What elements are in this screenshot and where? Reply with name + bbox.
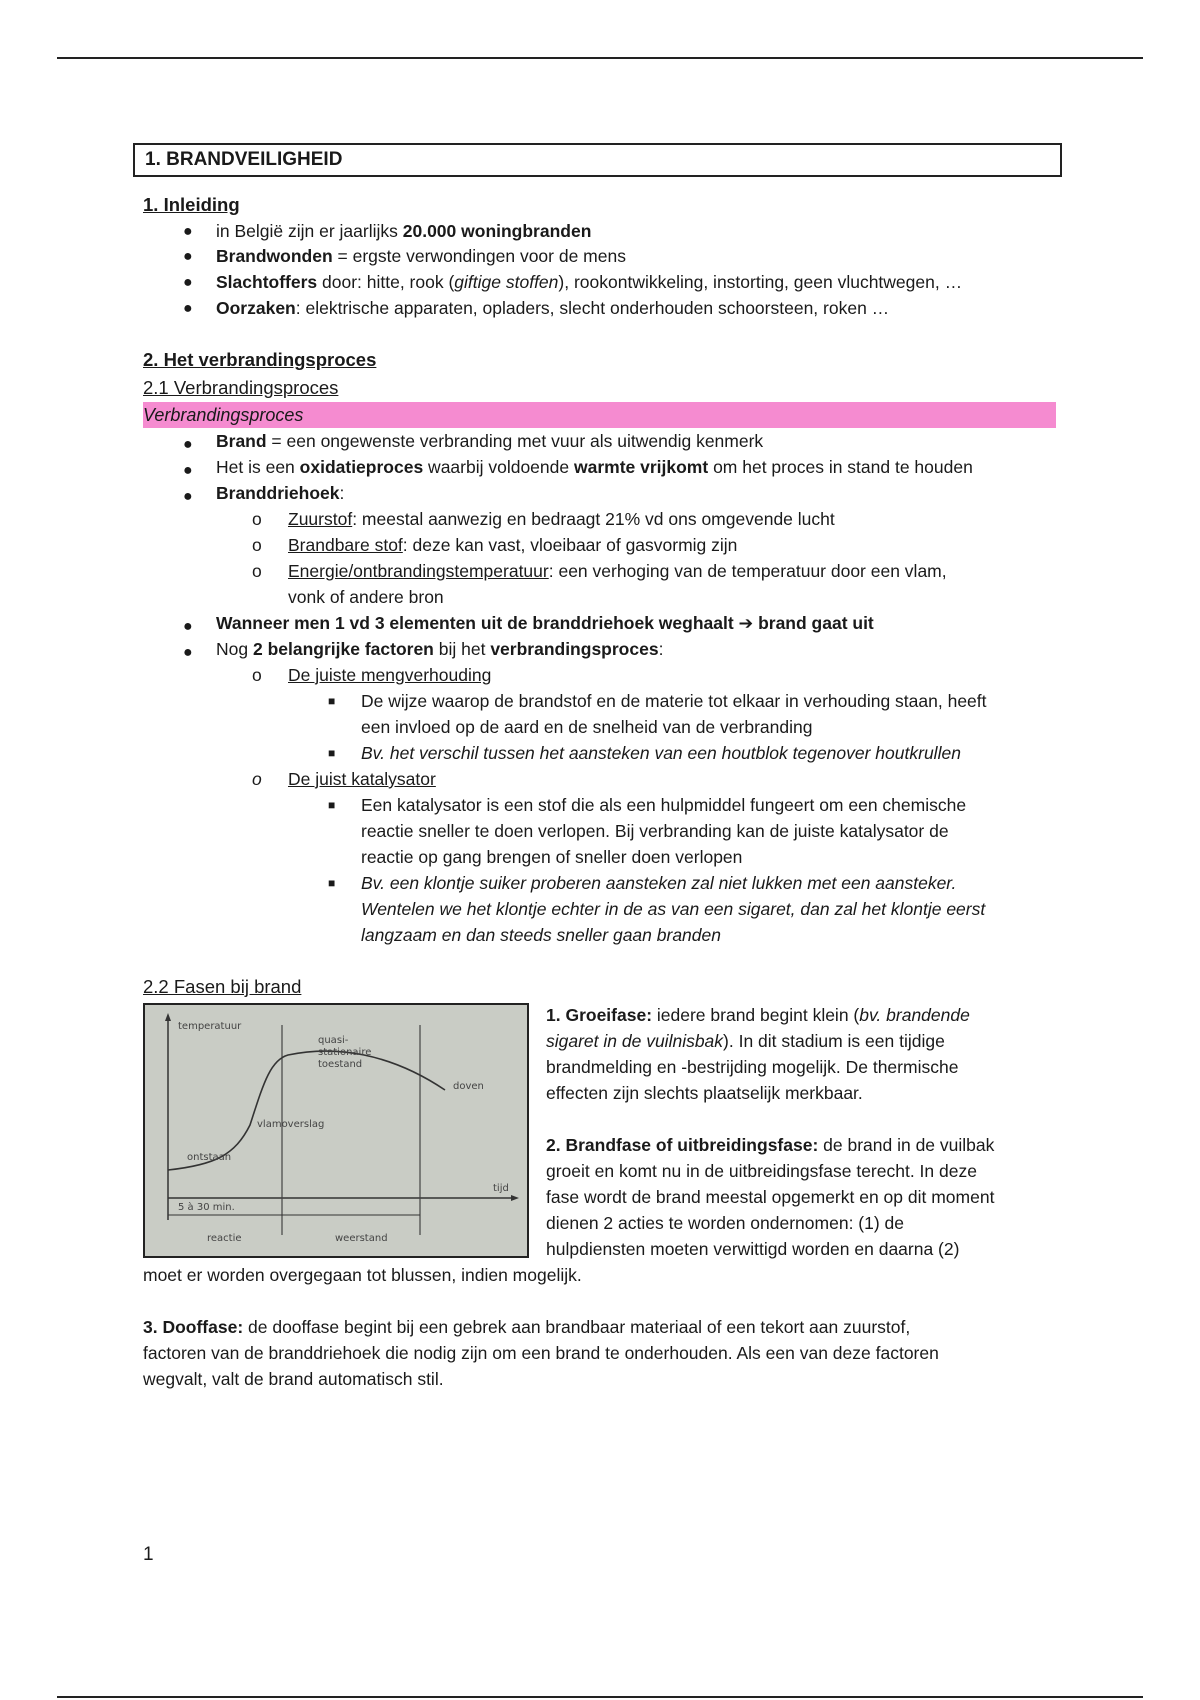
list-item: De juiste mengverhouding [288,665,492,685]
bullet-icon: ● [183,274,193,291]
fire-phases-diagram [145,1005,527,1256]
square-bullet-icon: ■ [328,798,336,812]
list-item: De wijze waarop de brandstof en de materie tot elkaar in verhouding staan, heeft [361,691,987,711]
paragraph-line: brandmelding en -bestrijding mogelijk. De thermische [546,1057,959,1077]
list-item: in België zijn er jaarlijks 20.000 woningbranden [216,221,592,241]
bullet-icon: ● [183,462,193,479]
subsection-heading-fasen: 2.2 Fasen bij brand [143,976,302,997]
reactie-label: reactie [207,1233,242,1244]
phase-label-toestand: toestand [318,1059,363,1070]
list-item-continuation: langzaam en dan steeds sneller gaan branden [361,925,721,945]
page-number: 1 [143,1544,154,1565]
bullet-icon: ● [183,644,193,661]
circle-bullet-icon: o [252,665,262,685]
section-heading-verbrandingsproces: 2. Het verbrandingsproces [143,349,377,370]
list-item: Slachtoffers door: hitte, rook (giftige stoffen), rookontwikkeling, instorting, geen vluchtwegen, … [216,272,963,292]
paragraph-brandfase: 2. Brandfase of uitbreidingsfase: de brand in de vuilbak [546,1135,995,1155]
circle-bullet-icon: o [252,509,262,529]
square-bullet-icon: ■ [328,746,336,760]
list-item-continuation: reactie sneller te doen verlopen. Bij verbranding kan de juiste katalysator de [361,821,949,841]
paragraph-line: factoren van de branddriehoek die nodig zijn om een brand te onderhouden. Als een van deze factoren [143,1343,939,1363]
list-item: Brandwonden = ergste verwondingen voor de mens [216,246,626,266]
header-rule [57,57,1143,59]
bullet-icon: ● [183,300,193,317]
phase-label-vlamoverslag: vlamoverslag [257,1119,325,1130]
list-item-continuation: Wentelen we het klontje echter in de as van een sigaret, dan zal het klontje eerst [361,899,986,919]
bullet-icon: ● [183,223,193,240]
bullet-icon: ● [183,436,193,453]
circle-bullet-icon: o [252,561,262,581]
y-axis-label: temperatuur [178,1021,242,1032]
phase-label-quasi: quasi- [318,1035,349,1046]
list-item: Het is een oxidatieproces waarbij voldoende warmte vrijkomt om het proces in stand te houden [216,457,973,477]
paragraph-line: hulpdiensten moeten verwittigd worden en daarna (2) [546,1239,960,1259]
circle-bullet-icon: o [252,535,262,555]
list-item-continuation: vonk of andere bron [288,587,444,607]
footer-rule [57,1696,1143,1698]
paragraph-line: effecten zijn slechts plaatselijk merkbaar. [546,1083,863,1103]
page-title: 1. BRANDVEILIGHEID [133,143,1062,177]
section-heading-inleiding: 1. Inleiding [143,194,240,215]
paragraph-line: moet er worden overgegaan tot blussen, indien mogelijk. [143,1265,582,1285]
bullet-icon: ● [183,618,193,635]
list-item: De juist katalysator [288,769,436,789]
subsection-heading: 2.1 Verbrandingsproces [143,377,339,398]
paragraph-groeifase: 1. Groeifase: iedere brand begint klein (bv. brandende [546,1005,970,1025]
list-item-continuation: reactie op gang brengen of sneller doen verlopen [361,847,743,867]
circle-bullet-icon: o [252,769,262,789]
paragraph-dooffase: 3. Dooffase: de dooffase begint bij een gebrek aan brandbaar materiaal of een tekort aan zuurstof, [143,1317,911,1337]
list-item: Branddriehoek: [216,483,345,503]
paragraph-line: sigaret in de vuilnisbak). In dit stadium is een tijdige [546,1031,945,1051]
paragraph-line: groeit en komt nu in de uitbreidingsfase terecht. In deze [546,1161,977,1181]
list-item: Brand = een ongewenste verbranding met vuur als uitwendig kenmerk [216,431,764,451]
list-item: Een katalysator is een stof die als een hulpmiddel fungeert om een chemische [361,795,967,815]
bullet-icon: ● [183,248,193,265]
square-bullet-icon: ■ [328,694,336,708]
duration-label: 5 à 30 min. [178,1202,235,1213]
weerstand-label: weerstand [335,1233,388,1244]
phase-label-stationaire: stationaire [318,1047,372,1058]
fire-phases-figure [143,1003,529,1258]
list-item: Energie/ontbrandingstemperatuur: een verhoging van de temperatuur door een vlam, [288,561,947,581]
list-item: Brandbare stof: deze kan vast, vloeibaar of gasvormig zijn [288,535,738,555]
highlighted-heading: Verbrandingsproces [143,402,1056,428]
paragraph-line: fase wordt de brand meestal opgemerkt en op dit moment [546,1187,995,1207]
square-bullet-icon: ■ [328,876,336,890]
list-item: Bv. het verschil tussen het aansteken van een houtblok tegenover houtkrullen [361,743,961,763]
bullet-icon: ● [183,488,193,505]
x-axis-label: tijd [493,1183,509,1194]
list-item: Wanneer men 1 vd 3 elementen uit de branddriehoek weghaalt ➔ brand gaat uit [216,613,874,633]
list-item: Zuurstof: meestal aanwezig en bedraagt 21% vd ons omgevende lucht [288,509,835,529]
phase-label-ontstaan: ontstaan [187,1152,232,1163]
phase-label-doven: doven [453,1081,484,1092]
list-item: Bv. een klontje suiker proberen aansteken zal niet lukken met een aansteker. [361,873,957,893]
paragraph-line: dienen 2 acties te worden ondernomen: (1) de [546,1213,905,1233]
list-item: Oorzaken: elektrische apparaten, opladers, slecht onderhouden schoorsteen, roken … [216,298,890,318]
paragraph-line: wegvalt, valt de brand automatisch stil. [143,1369,444,1389]
list-item-continuation: een invloed op de aard en de snelheid van de verbranding [361,717,813,737]
list-item: Nog 2 belangrijke factoren bij het verbrandingsproces: [216,639,664,659]
